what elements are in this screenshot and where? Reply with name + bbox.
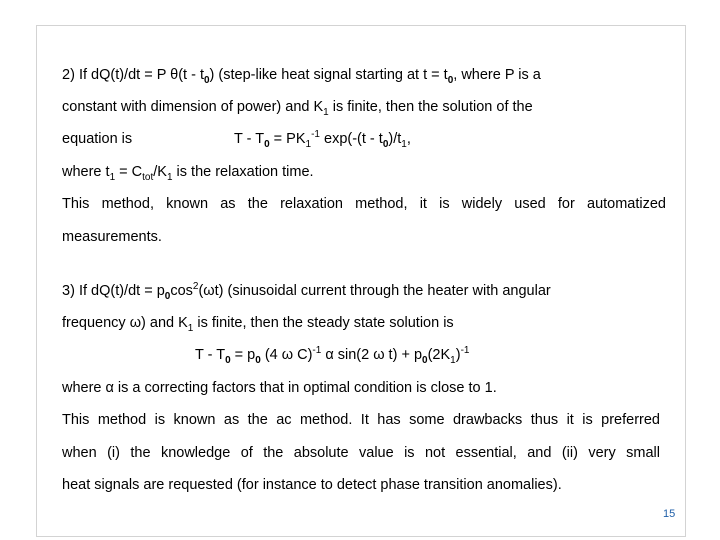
s3-line-1: 3) If $dQ(t)/dt = p_0\cos^2(\omega t)$ (sinusoidal current through the heater with angular xyxy=(62,281,551,302)
s3-number: 3) xyxy=(62,283,75,299)
page-number: 15 xyxy=(663,508,676,520)
s2-line-6: measurements. xyxy=(62,229,162,245)
s2-equation: $T - T_0 = PK_1^{-1}$ $\exp(-(t - t_0)/t_1$, xyxy=(234,129,411,150)
s3-line-3: where α is a correcting factors that in optimal condition is close to 1. xyxy=(62,380,497,396)
s2-number: 2) xyxy=(62,67,75,83)
s3-line-4: This method is known as the ac method. It has some drawbacks thus it is preferred xyxy=(62,412,660,428)
s2-line-4: where $t_1 = C_{tot}/K_1$ is the relaxation time. xyxy=(62,164,314,183)
s3-line-6: heat signals are requested (for instance to detect phase transition anomalies). xyxy=(62,477,562,493)
s3-line-2: frequency ω) and $K_1$ is finite, then the steady state solution is xyxy=(62,315,454,334)
s2-line-1: 2) If dQ(t)/dt = P $\theta(t - t_0)$ (step-like heat signal starting at $t = t_0$, where P is a xyxy=(62,67,541,86)
s2-line-3: equation is xyxy=(62,131,133,147)
s3-line-5: when (i) the knowledge of the absolute value is not essential, and (ii) very small xyxy=(62,445,660,461)
s3-equation: $T - T_0 = p_0$ (4 ω C)$^{-1}$ α sin(2 ω $t) + p_0(2K_1)^{-1}$ xyxy=(195,345,470,366)
s2-line-5: This method, known as the relaxation method, it is widely used for automatized xyxy=(62,196,666,212)
s2-line-2: constant with dimension of power) and $K_1$ is finite, then the solution of the xyxy=(62,99,533,118)
